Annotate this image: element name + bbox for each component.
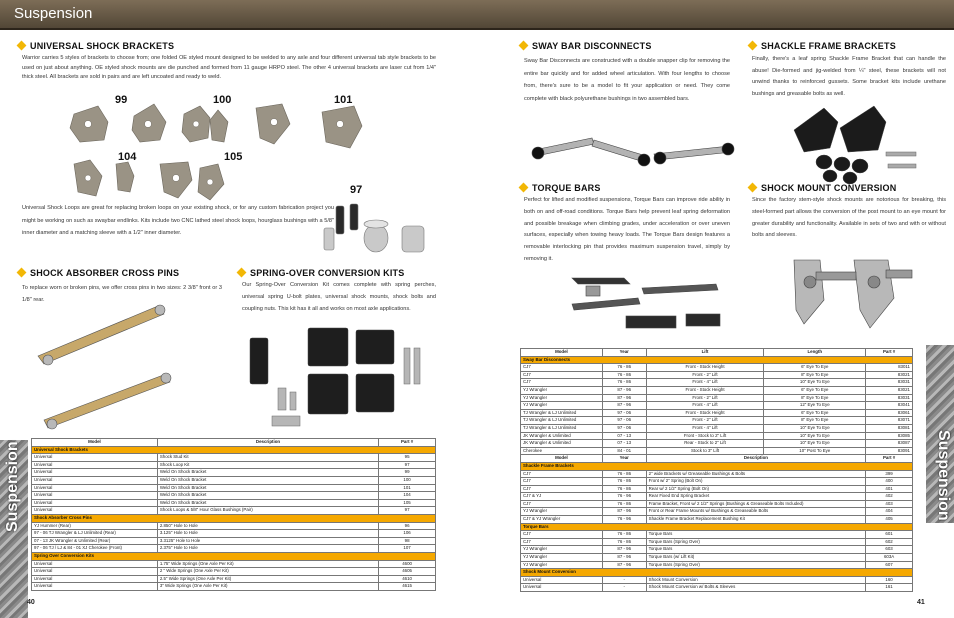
- table-cell: Universal: [32, 499, 158, 507]
- table-cell: Stock to 3" Lift: [646, 447, 764, 455]
- column-header: Description: [157, 439, 378, 447]
- table-cell: CJ7: [521, 470, 603, 478]
- table-cell: Universal: [32, 484, 158, 492]
- table-cell: 401: [866, 485, 913, 493]
- table-row: [521, 554, 913, 562]
- table-cell: Shock Stud Kit: [157, 454, 378, 462]
- table-row: [521, 478, 913, 486]
- table-cell: 07 - 13 JK Wrangler & Unlimited (Rear): [32, 537, 158, 545]
- table-cell: 95: [379, 454, 436, 462]
- bracket-label-104: 104: [118, 151, 137, 163]
- table-row: [521, 371, 913, 379]
- table-cell: 87 - 96: [602, 402, 646, 410]
- bracket-label-101: 101: [334, 94, 353, 106]
- heading-shock-absorber-cross-pins: [18, 268, 179, 278]
- table-cell: Rear Fixed End Spring Bracket: [646, 493, 866, 501]
- table-cell: 97 - 06: [602, 424, 646, 432]
- shock-loops-photo: [316, 198, 438, 268]
- table-cell: CJ7 & YJ: [521, 493, 603, 501]
- table-row: [521, 417, 913, 425]
- table-cell: 83041: [866, 402, 913, 410]
- table-cell: CJ7: [521, 478, 603, 486]
- table-row: [32, 530, 436, 538]
- table-cell: Front - Stock Height: [646, 409, 764, 417]
- table-cell: 87 - 96: [602, 394, 646, 402]
- table-cell: Shackle Frame Bracket Replacement Bushing Kit: [646, 516, 866, 524]
- table-cell: 8" Eye To Eye: [764, 417, 866, 425]
- table-cell: Weld On Shock Bracket: [157, 469, 378, 477]
- page-number-right: 41: [917, 599, 925, 606]
- table-row: [32, 545, 436, 553]
- table-cell: Front - 2" Lift: [646, 394, 764, 402]
- table-cell: Shock Loop Kit: [157, 461, 378, 469]
- table-row: [521, 508, 913, 516]
- table-cell: 405: [866, 516, 913, 524]
- table-cell: 100: [379, 476, 436, 484]
- heading-universal-shock-brackets: [18, 41, 174, 51]
- table-cell: Torque Bars: [646, 546, 866, 554]
- heading-shackle-frame-brackets: [749, 41, 896, 51]
- table-row: [32, 461, 436, 469]
- category-row: [521, 569, 913, 577]
- table-cell: 83061: [866, 409, 913, 417]
- table-row: [32, 568, 436, 576]
- table-cell: 2.850" Hole to Hole: [157, 522, 378, 530]
- column-header: Year: [602, 349, 646, 357]
- table-cell: 87 - 96: [602, 554, 646, 562]
- table-row: [32, 522, 436, 530]
- diamond-bullet-icon: [237, 268, 247, 278]
- table-row: [521, 500, 913, 508]
- table-cell: 07 - 13: [602, 432, 646, 440]
- table-row: [521, 364, 913, 372]
- table-cell: 83085: [866, 432, 913, 440]
- table-cell: Universal: [32, 469, 158, 477]
- table-cell: 2 " Wide Springs (One Axle Per Kit): [157, 568, 378, 576]
- table-cell: 161: [866, 584, 913, 592]
- torque-bars-photo: [566, 270, 736, 342]
- loop-kit-label-97: 97: [350, 184, 363, 196]
- table-cell: 83021: [866, 371, 913, 379]
- table-cell: 2.5" Wide Springs (One Axle Per Kit): [157, 575, 378, 583]
- table-cell: 76 - 86: [602, 371, 646, 379]
- table-cell: Front - 4" Lift: [646, 402, 764, 410]
- category-cell: Spring Over Conversion Kits: [32, 552, 436, 560]
- table-row: [521, 409, 913, 417]
- table-cell: CJ7: [521, 379, 603, 387]
- universal-parts-table-body: [32, 446, 436, 590]
- table-cell: 8" Eye To Eye: [764, 394, 866, 402]
- table-cell: JK Wrangler & Unlimited: [521, 432, 603, 440]
- universal-parts-table: [31, 438, 436, 591]
- table-cell: 602: [866, 538, 913, 546]
- table-cell: 601: [866, 531, 913, 539]
- table-cell: 76 - 86: [602, 379, 646, 387]
- table-cell: CJ7: [521, 371, 603, 379]
- table-cell: Front w/ 2" Spring (Bolt On): [646, 478, 866, 486]
- sway-bar-body: Sway Bar Disconnects are constructed with a double snapper clip for removing the entire bar quickly and for added wheel articulation. With four lengths to choose from, there's sure to be a model to fit your application or need. They come complete with black polyurethane bushings in two assembled bars.: [524, 58, 730, 102]
- table-cell: 10" Eye To Eye: [764, 440, 866, 448]
- table-cell: 97 - 06: [602, 409, 646, 417]
- sway-bar-photo: [528, 120, 746, 180]
- table-row: [32, 507, 436, 515]
- table-cell: 402: [866, 493, 913, 501]
- table-cell: Front - Stock to 2" Lift: [646, 432, 764, 440]
- table-cell: 76 - 86: [602, 364, 646, 372]
- column-header: Model: [521, 349, 603, 357]
- table-cell: Torque Bars: [646, 531, 866, 539]
- table-cell: 6" Eye To Eye: [764, 409, 866, 417]
- diamond-bullet-icon: [748, 41, 758, 51]
- category-cell: Torque Bars: [521, 523, 913, 531]
- table-row: [521, 531, 913, 539]
- table-cell: 97 - 06 TJ Wrangler & LJ Unlimited (Rear): [32, 530, 158, 538]
- table-cell: Shock Loops & 5/8" Hour Glass Bushings (Pair): [157, 507, 378, 515]
- cross-pins-body: To replace worn or broken pins, we offer cross pins in two sizes: 2 3/8" front or 3 1/8" rear.: [22, 285, 222, 303]
- table-cell: 10" Eye To Eye: [764, 424, 866, 432]
- table-cell: JK Wrangler & Unlimited: [521, 440, 603, 448]
- table-cell: 83087: [866, 440, 913, 448]
- table-row: [32, 492, 436, 500]
- table-cell: 87 - 96: [602, 561, 646, 569]
- table-cell: 96: [379, 522, 436, 530]
- diamond-bullet-icon: [519, 183, 529, 193]
- table-cell: 10" Eye To Eye: [764, 432, 866, 440]
- table-cell: 98: [379, 537, 436, 545]
- table-cell: TJ Wrangler & LJ Unlimited: [521, 409, 603, 417]
- column-header: Part #: [379, 439, 436, 447]
- category-cell: Shock Absorber Cross Pins: [32, 514, 436, 522]
- category-row: [521, 356, 913, 364]
- category-cell: Sway Bar Disconnects: [521, 356, 913, 364]
- table-cell: Universal: [32, 507, 158, 515]
- table-cell: 400: [866, 478, 913, 486]
- torque-bars-body: Perfect for lifted and modified suspensions, Torque Bars can improve ride ability in both on and off-road conditions. Torque Bars help prevent leaf spring deformation and possible breakage when climbing grades, under acceleration or over uneven surfaces, especially when towing heavy loads. The Torque Bars design features a removable interlocking pin that provides maximum suspension travel, simply by removing it.: [524, 197, 730, 262]
- table-cell: 10" Post To Eye: [764, 447, 866, 455]
- heading-shock-mount-conversion: [749, 183, 896, 193]
- table-cell: 76 - 86: [602, 538, 646, 546]
- table-cell: 106: [379, 530, 436, 538]
- table-cell: 403: [866, 500, 913, 508]
- heading-spring-over-conversion-kits: [238, 268, 404, 278]
- table-cell: 4600: [379, 560, 436, 568]
- page-number-left: 40: [27, 599, 35, 606]
- table-cell: Universal: [32, 492, 158, 500]
- table-row: [521, 576, 913, 584]
- table-cell: 10" Eye To Eye: [764, 379, 866, 387]
- table-cell: Cherokee: [521, 447, 603, 455]
- table-row: [32, 560, 436, 568]
- side-label-right: Suspension: [935, 430, 952, 521]
- table-cell: Universal: [521, 576, 603, 584]
- column-header: Part #: [866, 455, 913, 463]
- table-cell: YJ Wrangler: [521, 561, 603, 569]
- shackle-brackets-photo: [790, 100, 920, 184]
- table-cell: 76 - 96: [602, 516, 646, 524]
- table-cell: Rear w/ 2 1/2" Spring (Bolt On): [646, 485, 866, 493]
- universal-body: Warrior carries 5 styles of brackets to choose from; one folded OE styled mount designed to be welded to any axle and four different universal tab style brackets to be used on just about anything. OE styled shock mounts are die punched and formed from 11 gauge HRPO steel. The other 4 universal brackets are laser cut from 1/4" thick steel. All brackets are sold in pairs and are left uncoated and ready to weld.: [22, 55, 436, 81]
- table-row: [521, 402, 913, 410]
- table-cell: YJ Wrangler: [521, 546, 603, 554]
- table-cell: Rear - Stock to 2" Lift: [646, 440, 764, 448]
- table-cell: 76 - 86: [602, 470, 646, 478]
- category-cell: Universal Shock Brackets: [32, 446, 436, 454]
- table-row: [521, 386, 913, 394]
- column-header: Year: [602, 455, 646, 463]
- column-header: Length: [764, 349, 866, 357]
- category-row: [521, 462, 913, 470]
- table-cell: 3.3125" Hole to Hole: [157, 537, 378, 545]
- table-cell: 83081: [866, 424, 913, 432]
- table-cell: -: [602, 576, 646, 584]
- table-cell: 101: [379, 484, 436, 492]
- table-cell: 76 - 96: [602, 493, 646, 501]
- bracket-label-99: 99: [115, 94, 128, 106]
- table-cell: -: [602, 584, 646, 592]
- table-cell: 3.125" Hole to Hole: [157, 530, 378, 538]
- table-row: [32, 484, 436, 492]
- table-row: [521, 493, 913, 501]
- table-cell: Weld On Shock Bracket: [157, 499, 378, 507]
- table-cell: 76 - 86: [602, 478, 646, 486]
- table-cell: CJ7: [521, 531, 603, 539]
- heading-text: TORQUE BARS: [532, 183, 601, 193]
- table-cell: Weld On Shock Bracket: [157, 484, 378, 492]
- column-header: Part #: [866, 349, 913, 357]
- table-cell: 4610: [379, 575, 436, 583]
- table-cell: CJ7: [521, 500, 603, 508]
- table-cell: 603: [866, 546, 913, 554]
- table-cell: Universal: [32, 454, 158, 462]
- table-row: [521, 440, 913, 448]
- column-header: Model: [521, 455, 603, 463]
- table-cell: 104: [379, 492, 436, 500]
- diamond-bullet-icon: [519, 41, 529, 51]
- table-cell: Universal: [32, 476, 158, 484]
- table-cell: 8" Eye To Eye: [764, 371, 866, 379]
- page-header: [0, 0, 954, 30]
- table-cell: Universal: [32, 560, 158, 568]
- table-cell: YJ Wrangler: [521, 386, 603, 394]
- table-row: [32, 537, 436, 545]
- table-row: [521, 394, 913, 402]
- table-cell: 87 - 96: [602, 386, 646, 394]
- table-cell: 4605: [379, 568, 436, 576]
- table-cell: YJ Wrangler: [521, 394, 603, 402]
- table-cell: Weld On Shock Bracket: [157, 476, 378, 484]
- table-cell: 4615: [379, 583, 436, 591]
- sway-bar-shackle-torque-table: [520, 348, 913, 592]
- table-cell: 2.375" Hole to Hole: [157, 545, 378, 553]
- table-cell: 1.75" Wide Springs (One Axle Per Kit): [157, 560, 378, 568]
- page-title: Suspension: [14, 5, 93, 22]
- table-cell: 97: [379, 507, 436, 515]
- table-cell: TJ Wrangler & LJ Unlimited: [521, 417, 603, 425]
- table-cell: 87 - 96: [602, 546, 646, 554]
- shock-loops-body: Universal Shock Loops are great for replacing broken loops on your existing shock, or for any custom fabrication project you might be working on such as swaybar endlinks. Kits include two CNC lathed steel shock loops, hourglass bushings with a 5/8" inner diameter and a matching sleeve with a 1/2" inner diameter.: [22, 205, 334, 237]
- side-label-left: Suspension: [4, 441, 21, 532]
- table-cell: 83031: [866, 394, 913, 402]
- heading-sway-bar-disconnects: [520, 41, 652, 51]
- table-cell: CJ7: [521, 485, 603, 493]
- table-cell: Front - 4" Lift: [646, 424, 764, 432]
- table-row: [32, 575, 436, 583]
- table-cell: CJ7: [521, 538, 603, 546]
- table-cell: YJ Wrangler: [521, 402, 603, 410]
- table-cell: 83011: [866, 364, 913, 372]
- table-cell: 07 - 13: [602, 440, 646, 448]
- table-cell: 99: [379, 469, 436, 477]
- category-row: [32, 446, 436, 454]
- table-cell: 105: [379, 499, 436, 507]
- category-cell: Shock Mount Conversion: [521, 569, 913, 577]
- table-cell: 76 - 86: [602, 531, 646, 539]
- table-cell: Universal: [32, 583, 158, 591]
- table-row: [521, 516, 913, 524]
- table-cell: Universal: [32, 461, 158, 469]
- table-cell: 6" Eye To Eye: [764, 386, 866, 394]
- cross-pins-photo: [28, 300, 178, 432]
- table-cell: Front - Stock Height: [646, 386, 764, 394]
- table-cell: 83071: [866, 417, 913, 425]
- diamond-bullet-icon: [17, 41, 27, 51]
- bracket-label-105: 105: [224, 151, 243, 163]
- heading-text: SHOCK MOUNT CONVERSION: [761, 183, 897, 193]
- table-row: [32, 476, 436, 484]
- shackle-body: Finally, there's a leaf spring Shackle Frame Bracket that can handle the abuse! Die-formed and jig-welded from ¼" steel, these brackets will not unwind thanks to reinforced gussets. Some bracket kits include urethane bushings and greasable bolts as well.: [752, 56, 946, 97]
- table-cell: YJ Hummer (Rear): [32, 522, 158, 530]
- heading-text: SWAY BAR DISCONNECTS: [532, 41, 652, 51]
- table-cell: 607: [866, 561, 913, 569]
- table-cell: YJ Wrangler: [521, 554, 603, 562]
- table-cell: Torque Bars (w/ Lift Kit): [646, 554, 866, 562]
- category-cell: Shackle Frame Brackets: [521, 462, 913, 470]
- table-row: [521, 485, 913, 493]
- category-row: [32, 552, 436, 560]
- table-cell: 603A: [866, 554, 913, 562]
- column-header: Lift: [646, 349, 764, 357]
- table-cell: 404: [866, 508, 913, 516]
- table-cell: 2" wide Brackets w/ Greaseable Bushings & Bolts: [646, 470, 866, 478]
- table-cell: Front - 2" Lift: [646, 417, 764, 425]
- sway-bar-table-body: [521, 356, 913, 591]
- shock-mount-body: Since the factory stem-style shock mounts are notorious for breaking, this steel-formed part allows the conversion of the post mount to an eye mount for greater durability and functionality. Available in sets of two and with or without bolts and sleeves.: [752, 197, 946, 239]
- heading-text: SHACKLE FRAME BRACKETS: [761, 41, 896, 51]
- bracket-label-100: 100: [213, 94, 232, 106]
- table-row: [32, 499, 436, 507]
- table-cell: YJ Wrangler: [521, 508, 603, 516]
- table-cell: 76 - 86: [602, 500, 646, 508]
- table-row: [32, 583, 436, 591]
- table-cell: Front or Rear Frame Mounts w/ Bushings & Greaseable Bolts: [646, 508, 866, 516]
- shock-mount-photo: [790, 250, 918, 342]
- table-cell: CJ7: [521, 364, 603, 372]
- table-cell: Shock Mount Conversion w/ Bolts & Sleeves: [646, 584, 866, 592]
- table-cell: Universal: [32, 575, 158, 583]
- table-row: [521, 379, 913, 387]
- column-header: Model: [32, 439, 158, 447]
- table-cell: Torque Bars (Spring Over): [646, 538, 866, 546]
- heading-text: UNIVERSAL SHOCK BRACKETS: [30, 41, 175, 51]
- heading-text: SPRING-OVER CONVERSION KITS: [250, 268, 405, 278]
- table-cell: 76 - 86: [602, 485, 646, 493]
- table-cell: Torque Bars (Spring Over): [646, 561, 866, 569]
- table-cell: 160: [866, 576, 913, 584]
- table-row: [521, 584, 913, 592]
- heading-torque-bars: [520, 183, 601, 193]
- table-cell: Universal: [521, 584, 603, 592]
- table-row: [521, 424, 913, 432]
- table-row: [521, 447, 913, 455]
- table-header-row: [521, 349, 913, 357]
- table-cell: Front - 4" Lift: [646, 379, 764, 387]
- table-cell: 3" Wide Springs (One Axle Per Kit): [157, 583, 378, 591]
- table-cell: 107: [379, 545, 436, 553]
- table-cell: 97 - 06 TJ / LJ & 84 - 01 XJ Cherokee (Front): [32, 545, 158, 553]
- table-cell: Universal: [32, 568, 158, 576]
- column-header: Description: [646, 455, 866, 463]
- table-cell: 83091: [866, 447, 913, 455]
- table-cell: TJ Wrangler & LJ Unlimited: [521, 424, 603, 432]
- diamond-bullet-icon: [748, 183, 758, 193]
- category-row: [32, 514, 436, 522]
- table-header-row: [32, 439, 436, 447]
- header-rule: [0, 28, 954, 30]
- table-row: [32, 469, 436, 477]
- diamond-bullet-icon: [17, 268, 27, 278]
- table-cell: CJ7 & YJ Wrangler: [521, 516, 603, 524]
- table-row: [521, 432, 913, 440]
- spring-over-body: Our Spring-Over Conversion Kit comes complete with spring perches, universal spring U-bolt plates, universal shock mounts, shock bolts and coupling nuts. This kit has it all and works on most axle applications.: [242, 282, 436, 312]
- table-cell: 6" Eye To Eye: [764, 364, 866, 372]
- table-row: [521, 470, 913, 478]
- table-cell: 83021: [866, 386, 913, 394]
- table-cell: 83031: [866, 379, 913, 387]
- table-cell: Front - 2" Lift: [646, 371, 764, 379]
- table-cell: 87 - 96: [602, 508, 646, 516]
- heading-text: SHOCK ABSORBER CROSS PINS: [30, 268, 180, 278]
- table-cell: 84 - 01: [602, 447, 646, 455]
- table-cell: Weld On Shock Bracket: [157, 492, 378, 500]
- table-cell: 12" Eye To Eye: [764, 402, 866, 410]
- table-cell: Shock Mount Conversion: [646, 576, 866, 584]
- table-cell: Frame Bracket, Front w/ 2 1/2" Springs (Bushings & Greaseable Bolts Included): [646, 500, 866, 508]
- table-row: [32, 454, 436, 462]
- spring-over-kit-photo: [242, 318, 438, 436]
- table-cell: 399: [866, 470, 913, 478]
- table-cell: Front - Stock Height: [646, 364, 764, 372]
- table-row: [521, 561, 913, 569]
- table-row: [521, 538, 913, 546]
- table-subheader-row: [521, 455, 913, 463]
- table-cell: 97: [379, 461, 436, 469]
- category-row: [521, 523, 913, 531]
- table-row: [521, 546, 913, 554]
- table-cell: 97 - 06: [602, 417, 646, 425]
